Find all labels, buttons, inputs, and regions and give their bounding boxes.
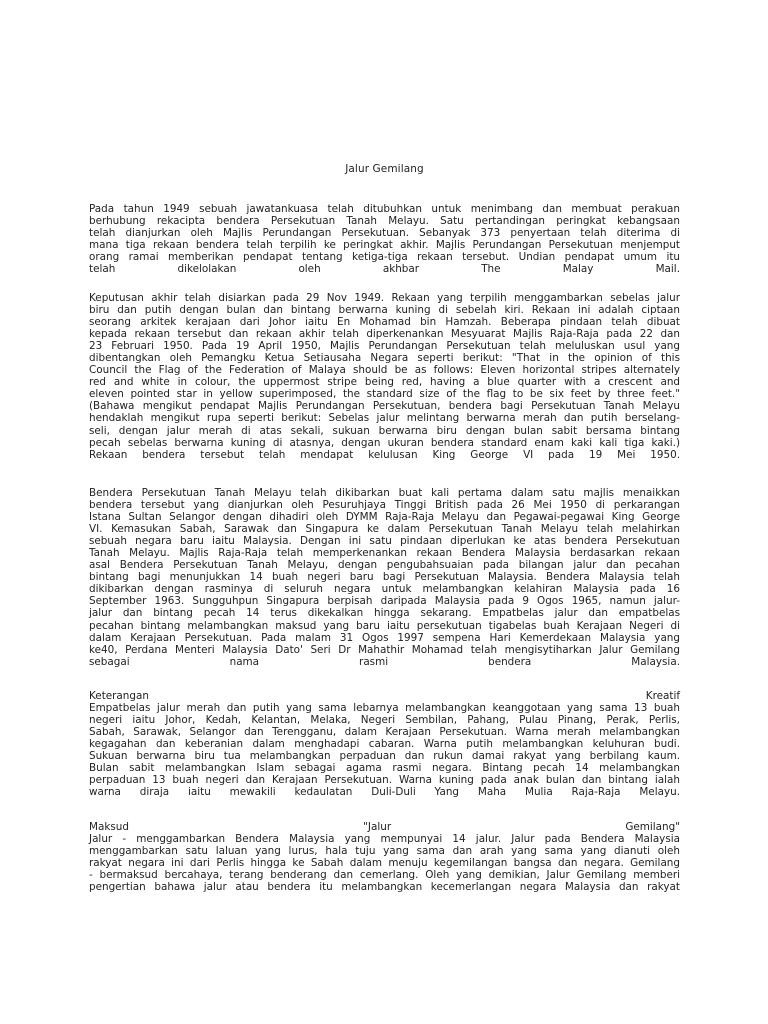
document-title: Jalur Gemilang [345, 163, 424, 175]
text-line: telah dianjurkan oleh Majlis Perundangan Persekutuan. Sebanyak 373 penyertaan telah diterima di [89, 227, 680, 240]
text-line: menggambarkan satu laluan yang lurus, hala tuju yang sama dan arah yang sama yang dianuti oleh [89, 845, 680, 858]
text-line: VI. Kemasukan Sabah, Sarawak dan Singapura ke dalam Persekutuan Tanah Melayu telah melahirkan [89, 523, 680, 536]
text-line: warna diraja iaitu mewakili kedaulatan Duli-Duli Yang Maha Mulia Raja-Raja Melayu. [89, 786, 680, 799]
text-line: asal Bendera Persekutuan Tanah Melayu, dengan pengubahsuaian pada bilangan jalur dan pecahan [89, 559, 680, 572]
text-line: September 1963. Sungguhpun Singapura berpisah daripada Malaysia pada 9 Ogos 1965, namun jalur- [89, 595, 680, 608]
paragraph-3 [89, 487, 680, 668]
text-line: negeri iaitu Johor, Kedah, Kelantan, Melaka, Negeri Sembilan, Pahang, Pulau Pinang, Perak, Perlis, [89, 714, 680, 727]
text-line: berhubung rekacipta bendera Persekutuan Tanah Melayu. Satu pertandingan peringkat kebangsaan [89, 215, 680, 228]
paragraph-1 [89, 203, 680, 275]
text-line: seli, dengan jalur merah di atas sekali, sukuan berwarna biru dengan bulan sabit bersama bintang [89, 424, 680, 437]
text-line: red and white in colour, the uppermost stripe being red, having a blue quarter with a crescent and [89, 376, 680, 389]
text-line: sebuah negara baru iaitu Malaysia. Dengan ini satu pindaan diperlukan ke atas bendera Persekutuan [89, 535, 680, 548]
text-line: mana tiga rekaan bendera telah terpilih ke peringkat akhir. Majlis Perundangan Persekutuan menjemput [89, 239, 680, 252]
text-line: pengertian bahawa jalur atau bendera itu melambangkan kecemerlangan negara Malaysia dan rakyat [89, 881, 680, 894]
paragraph-2 [89, 292, 680, 461]
text-line: bendera tersebut yang dianjurkan oleh Pesuruhjaya Tinggi British pada 26 Mei 1950 di perkarangan [89, 499, 680, 512]
text-line: Bendera Persekutuan Tanah Melayu telah dikibarkan buat kali pertama dalam satu majlis menaikkan [89, 487, 680, 499]
text-line: Jalur - menggambarkan Bendera Malaysia yang mempunyai 14 jalur. Jalur pada Bendera Malaysia [89, 833, 680, 846]
text-line: pecahan bintang melambangkan maksud yang baru iaitu persekutuan tigabelas buah Kerajaan Negeri di [89, 619, 680, 632]
text-line: - bermaksud bercahaya, terang benderang dan cemerlang. Oleh yang demikian, Jalur Gemilang memberi [89, 869, 680, 882]
text-line: kegagahan dan keberanian dalam menghadapi cabaran. Warna putih melambangkan keluhuran budi. [89, 738, 680, 751]
text-line: Maksud "Jalur Gemilang" [89, 821, 680, 833]
text-line: sebagai nama rasmi bendera Malaysia. [89, 655, 680, 668]
text-line: dalam Kerajaan Persekutuan. Pada malam 31 Ogos 1997 sempena Hari Kemerdekaan Malaysia yang [89, 631, 680, 644]
text-line: dibentangkan oleh Pemangku Ketua Setiausaha Negara seperti berikut: "That in the opinion of this [89, 352, 680, 365]
text-line: kepada rekaan tersebut dan rekaan akhir telah diperkenankan Mesyuarat Majlis Raja-Raja pada 22 dan [89, 328, 680, 341]
text-line: Keterangan Kreatif [89, 690, 680, 702]
paragraph-4 [89, 690, 680, 798]
text-line: telah dikelolakan oleh akhbar The Malay Mail. [89, 263, 680, 276]
text-line: Sabah, Sarawak, Selangor dan Terengganu, dalam Kerajaan Persekutuan. Warna merah melambangkan [89, 726, 680, 739]
text-line: Bulan sabit melambangkan Islam sebagai agama rasmi negara. Bintang pecah 14 melambangkan [89, 762, 680, 775]
text-line: rakyat negara ini dari Perlis hingga ke Sabah dalam menuju kegemilangan bangsa dan negara. Gemilang [89, 857, 680, 870]
text-line: Istana Sultan Selangor dengan dihadiri oleh DYMM Raja-Raja Melayu dan Pegawai-pegawai King George [89, 511, 680, 524]
text-line: (Bahawa mengikut pendapat Majlis Perundangan Persekutuan, bendera bagi Persekutuan Tanah Melayu [89, 400, 680, 413]
text-line: Pada tahun 1949 sebuah jawatankuasa telah ditubuhkan untuk menimbang dan membuat perakuan [89, 203, 680, 215]
text-line: hendaklah mengikut rupa seperti berikut: Sebelas jalur melintang berwarna merah dan putih berselang- [89, 412, 680, 425]
text-line: Empatbelas jalur merah dan putih yang sama lebarnya melambangkan keanggotaan yang sama 13 buah [89, 702, 680, 715]
text-line: Rekaan bendera tersebut telah mendapat kelulusan King George VI pada 19 Mei 1950. [89, 448, 680, 461]
text-line: Tanah Melayu. Majlis Raja-Raja telah memperkenankan rekaan Bendera Malaysia berdasarkan rekaan [89, 547, 680, 560]
text-line: bintang bagi menunjukkan 14 buah negeri baru bagi Persekutuan Malaysia. Bendera Malaysia telah [89, 571, 680, 584]
text-line: Sukuan berwarna biru tua melambangkan perpaduan dan rukun damai rakyat yang berbilang kaum. [89, 750, 680, 763]
text-line: 23 Februari 1950. Pada 19 April 1950, Majlis Perundangan Persekutuan telah meluluskan usul yang [89, 340, 680, 353]
paragraph-5 [89, 821, 680, 893]
text-line: jalur dan bintang pecah 14 terus dikekalkan hingga sekarang. Empatbelas jalur dan empatbelas [89, 607, 680, 620]
text-line: pecah sebelas berwarna kuning di atasnya, dengan ukuran bendera standard enam kaki kali tiga kaki.) [89, 436, 680, 449]
text-line: dikibarkan dengan rasminya di seluruh negara untuk melambangkan kelahiran Malaysia pada 16 [89, 583, 680, 596]
text-line: biru dan putih dengan bulan dan bintang berwarna kuning di sebelah kiri. Rekaan ini adalah ciptaan [89, 304, 680, 317]
text-line: eleven pointed star in yellow superimposed, the standard size of the flag to be six feet by three feet." [89, 388, 680, 401]
text-line: perpaduan 13 buah negeri dan Kerajaan Persekutuan. Warna kuning pada anak bulan dan bintang ialah [89, 774, 680, 787]
text-line: orang ramai memberikan pendapat tentang ketiga-tiga rekaan tersebut. Undian pendapat umum itu [89, 251, 680, 264]
text-line: seorang arkitek kerajaan dari Johor iaitu En Mohamad bin Hamzah. Beberapa pindaan telah dibuat [89, 316, 680, 329]
text-line: Keputusan akhir telah disiarkan pada 29 Nov 1949. Rekaan yang terpilih menggambarkan sebelas jalur [89, 292, 680, 304]
text-line: ke40, Perdana Menteri Malaysia Dato' Seri Dr Mahathir Mohamad telah mengisytiharkan Jalur Gemilang [89, 643, 680, 656]
text-line: Council the Flag of the Federation of Malaya should be as follows: Eleven horizontal stripes alternately [89, 364, 680, 377]
